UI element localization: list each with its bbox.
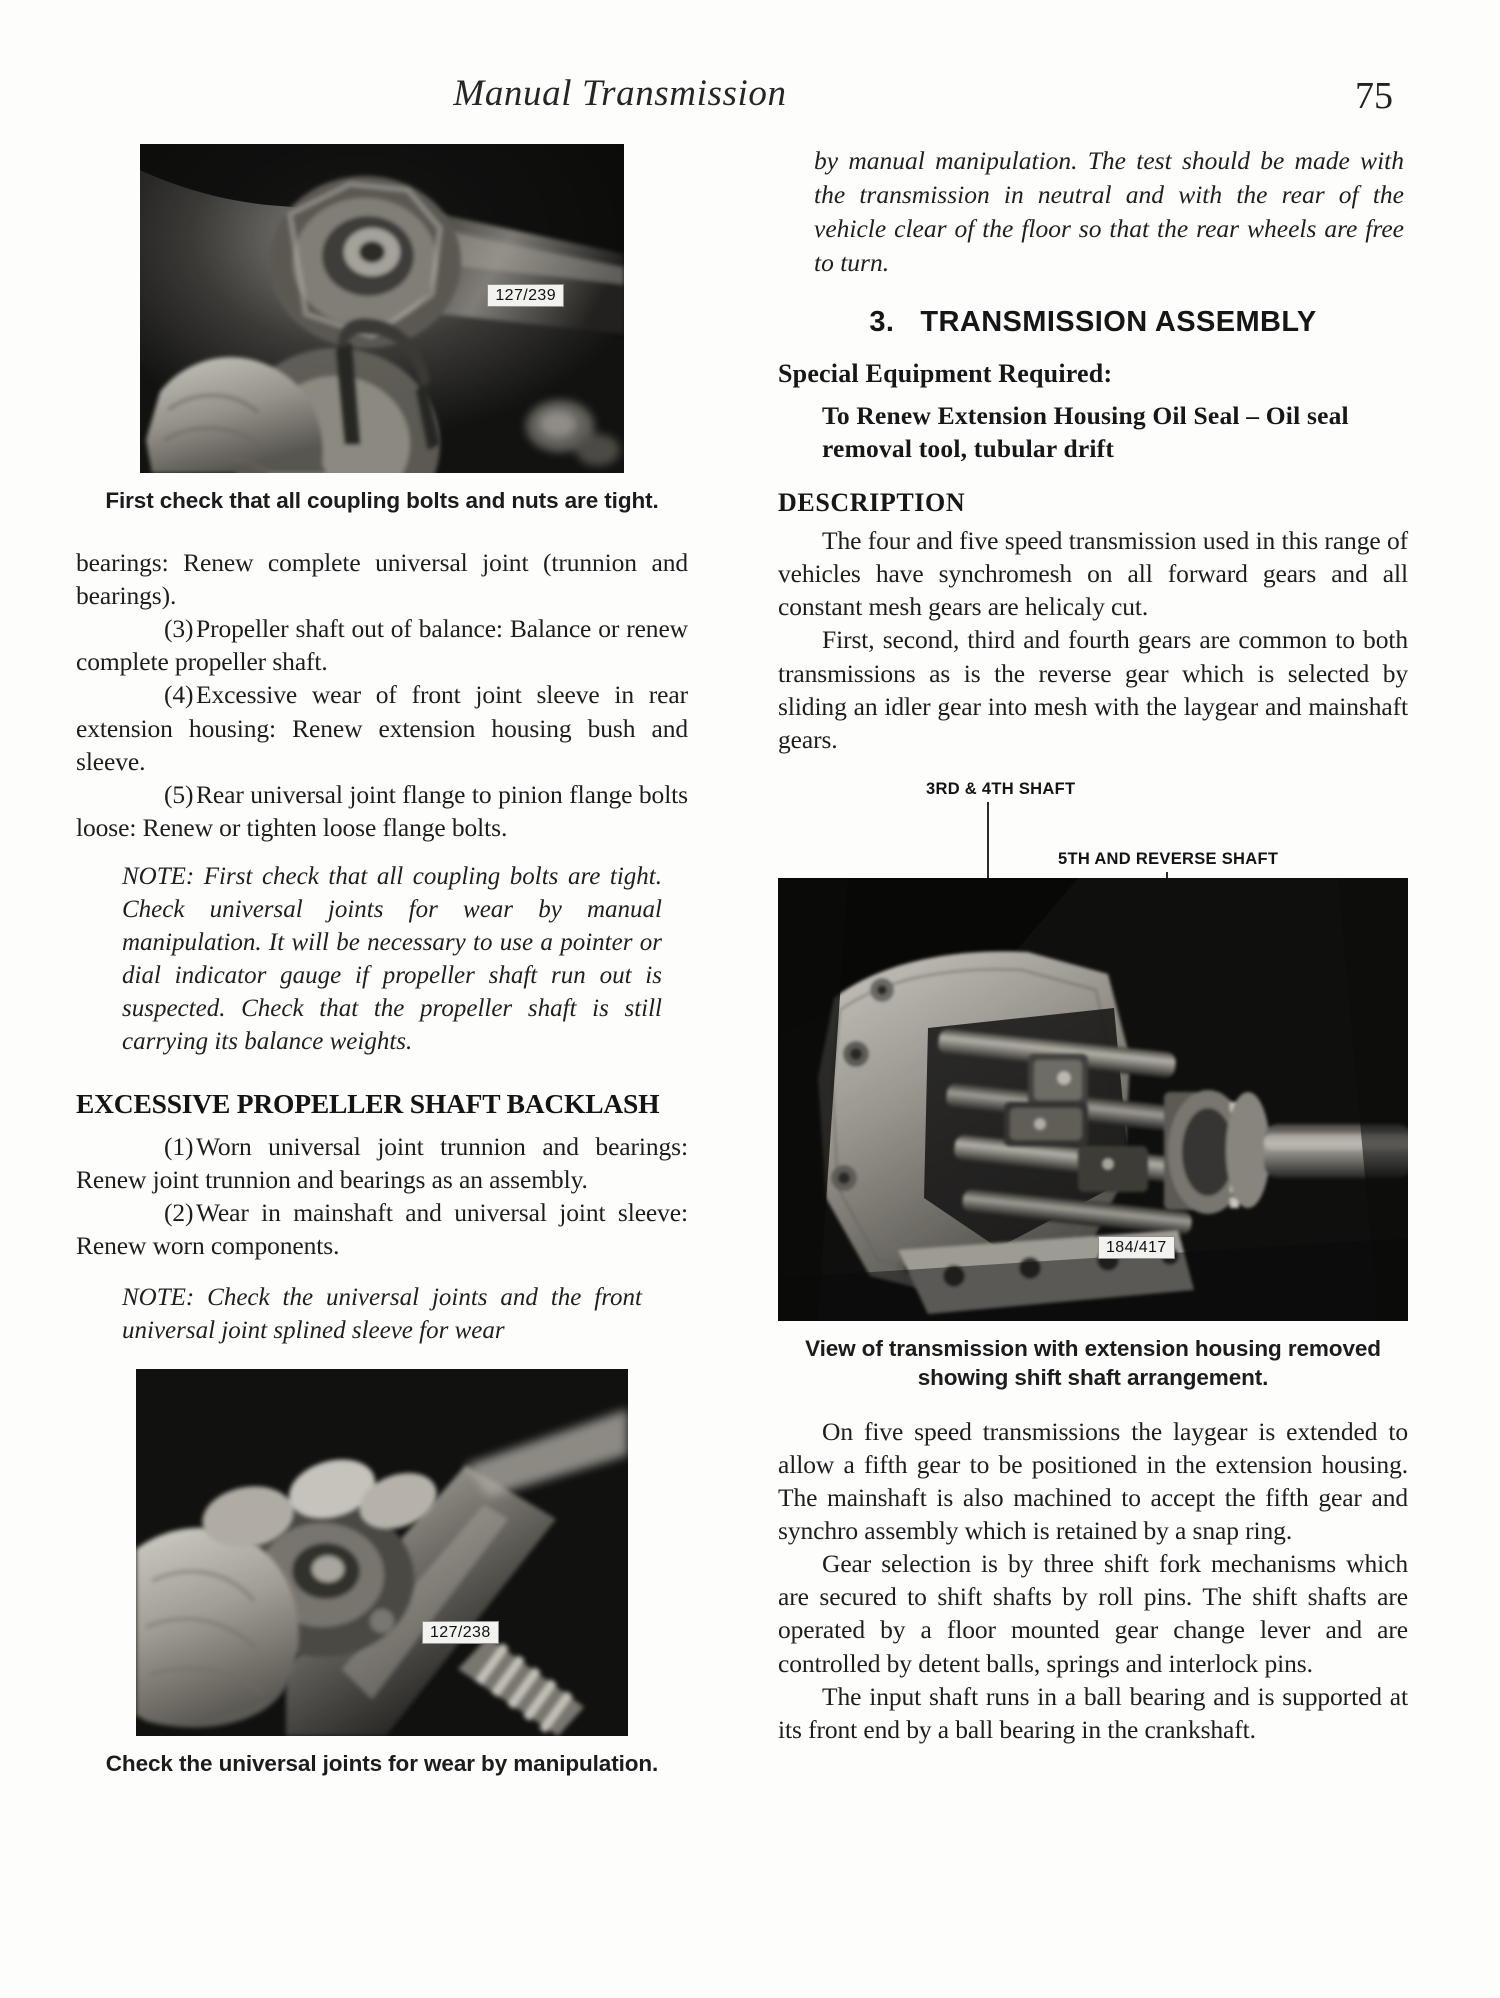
backlash-item-1-number: (1) [164, 1132, 194, 1162]
backlash-item-2-text: Wear in mainshaft and universal joint sleeve: Renew worn components. [76, 1198, 688, 1261]
paragraph-4-number: (4) [164, 680, 194, 710]
page-number: 75 [1355, 75, 1393, 117]
photo-id-tag: 184/417 [1098, 1236, 1175, 1259]
figure-universal-joint-caption: Check the universal joints for wear by manipulation. [105, 1750, 659, 1776]
transmission-labels [778, 774, 1408, 884]
figure-transmission-caption [778, 1335, 1408, 1393]
paragraph-5 [76, 778, 688, 844]
paragraph-3-text: Propeller shaft out of balance: Balance or renew complete propeller shaft. [76, 614, 688, 677]
photo-universal-joint [136, 1369, 628, 1736]
paragraph-5-number: (5) [164, 779, 194, 809]
backlash-item-1-text: Worn universal joint trunnion and bearings: Renew joint trunnion and bearings as an assembly. [76, 1132, 688, 1195]
figure-transmission-caption-line2: showing shift shaft arrangement. [917, 1364, 1269, 1390]
section-number: 3. [869, 305, 895, 338]
special-equipment-text: To Renew Extension Housing Oil Seal – Oil seal removal tool, tubular drift [822, 400, 1349, 464]
photo-id-tag: 127/238 [422, 1621, 499, 1644]
figure-universal-joint [76, 1369, 688, 1779]
figure-transmission [778, 774, 1408, 1393]
heading-description: DESCRIPTION [778, 487, 966, 517]
closing-paragraph-3: The input shaft runs in a ball bearing and is supported at its front end by a ball bearing in the crankshaft. [778, 1681, 1408, 1744]
description-paragraph-2: First, second, third and fourth gears are common to both transmissions as is the reverse gear which is selected by sliding an idler gear into mesh with the laygear and mainshaft gears. [778, 625, 1408, 754]
figure-transmission-caption-line1: View of transmission with extension housing removed [805, 1335, 1381, 1361]
figure-coupling [76, 144, 688, 516]
figure-coupling-caption: First check that all coupling bolts and nuts are tight. [105, 488, 659, 513]
label-5th-reverse-shaft: 5TH AND REVERSE SHAFT [1058, 849, 1279, 868]
running-title: Manual Transmission [453, 73, 787, 114]
heading-transmission-assembly [778, 306, 1408, 339]
heading-excessive-propeller-shaft-backlash: EXCESSIVE PROPELLER SHAFT BACKLASH [76, 1088, 660, 1120]
paragraph-bearings: bearings: Renew complete universal joint (trunnion and bearings). [76, 547, 688, 610]
paragraph-3-number: (3) [164, 614, 194, 644]
note-block-2: NOTE: Check the universal joints and the front universal joint splined sleeve for wear [122, 1283, 642, 1344]
paragraph-3 [76, 612, 688, 678]
closing-paragraph-1: On five speed transmissions the laygear is extended to allow a fifth gear to be positioned in the extension housing. The mainshaft is also machined to accept the fifth gear and synchro assembly which is retained by a snap ring. [778, 1416, 1408, 1545]
backlash-item-1 [76, 1130, 688, 1196]
label-3rd-4th-shaft: 3RD & 4TH SHAFT [926, 779, 1076, 798]
left-body-block-1 [76, 546, 688, 844]
right-column [778, 144, 1408, 1746]
heading-special-equipment: Special Equipment Required: [778, 358, 1113, 388]
photo-transmission-artwork [778, 878, 1408, 1321]
left-column [76, 144, 688, 1778]
running-head [0, 72, 1500, 132]
paragraph-4 [76, 678, 688, 777]
description-paragraph-1: The four and five speed transmission used in this range of vehicles have synchromesh on all forward gears and all constant mesh gears are helicaly cut. [778, 525, 1408, 622]
photo-id-tag: 127/239 [487, 284, 564, 307]
paragraph-4-text: Excessive wear of front joint sleeve in rear extension housing: Renew extension housing bush and sleeve. [76, 680, 688, 776]
note-block-1: NOTE: First check that all coupling bolts are tight. Check universal joints for wear by manual manipulation. It will be necessary to use a pointer or dial indicator gauge if propeller shaft run out is suspected. Check that the propeller shaft is still carrying its balance weights. [122, 863, 662, 1056]
closing-paragraph-2: Gear selection is by three shift fork mechanisms which are secured to shift shafts by roll pins. The shift shafts are operated by a floor mounted gear change lever and are controlled by detent balls, springs and interlock pins. [778, 1549, 1408, 1678]
backlash-item-2-number: (2) [164, 1198, 194, 1228]
photo-coupling-artwork [140, 144, 624, 473]
photo-universal-joint-artwork [136, 1369, 628, 1736]
paragraph-5-text: Rear universal joint flange to pinion flange bolts loose: Renew or tighten loose flange bolts. [76, 779, 688, 842]
photo-coupling-bolts [140, 144, 624, 473]
backlash-item-2 [76, 1196, 688, 1262]
section-title: TRANSMISSION ASSEMBLY [920, 305, 1317, 338]
photo-transmission-assembly [778, 878, 1408, 1321]
right-closing-block [778, 1415, 1408, 1746]
note-top-continued: by manual manipulation. The test should be made with the transmission in neutral and with the rear of the vehicle clear of the floor so that the rear wheels are free to turn. [814, 146, 1404, 277]
